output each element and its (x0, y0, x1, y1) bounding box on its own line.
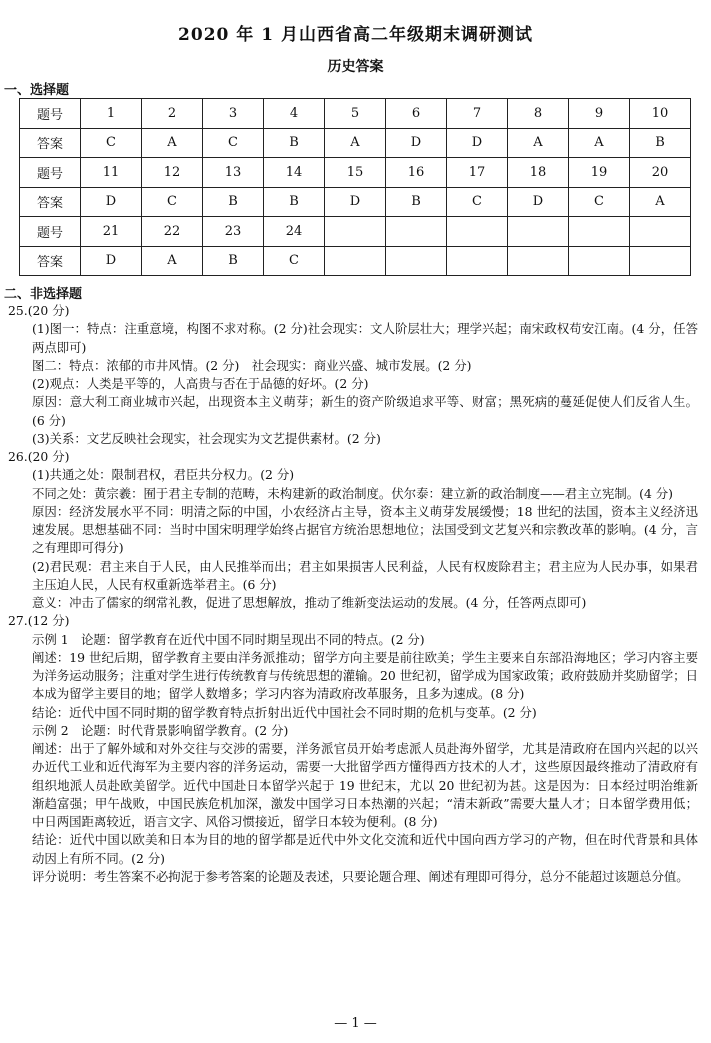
answer-cell: C (81, 128, 142, 158)
question-number-cell (508, 217, 569, 247)
answer-paragraph: (1)图一：特点：注重意境，构图不求对称。(2 分)社会现实：文人阶层壮大；理学兴起；南宋政权苟安江南。(4 分，任答两点即可) (32, 321, 698, 355)
answer-cell: A (630, 187, 691, 217)
question-number-cell: 3 (203, 99, 264, 129)
answer-cell: D (325, 187, 386, 217)
answer-paragraph: 示例 1 论题：留学教育在近代中国不同时期呈现出不同的特点。(2 分) (32, 631, 425, 647)
question-heading: 26.(20 分) (8, 449, 70, 464)
row-label-question: 题号 (20, 217, 81, 247)
answer-cell: D (81, 187, 142, 217)
answer-cell: D (81, 246, 142, 276)
row-label-answer: 答案 (20, 128, 81, 158)
answer-paragraph: 意义：冲击了儒家的纲常礼教，促进了思想解放，推动了维新变法运动的发展。(4 分，任答两点即可) (32, 595, 587, 610)
answer-cell: C (142, 187, 203, 217)
page-subtitle: 历史答案 (327, 59, 384, 75)
question-number-cell: 7 (447, 99, 508, 129)
answer-cell: B (203, 246, 264, 276)
answer-cell: B (264, 187, 325, 217)
answer-paragraph: (1)共通之处：限制君权，君臣共分权力。(2 分) (32, 467, 295, 483)
question-number-cell: 11 (81, 158, 142, 188)
answer-cell: B (386, 187, 447, 217)
section-heading-nonchoice: 二、非选择题 (4, 287, 83, 302)
row-label-answer: 答案 (20, 246, 81, 276)
answer-paragraph: 阐述：19 世纪后期，留学教育主要由洋务派推动；留学方向主要是前往欧美；学生主要来自东部沿海地区；学习内容主要为洋务运动服务；注重对学生进行传统教育与传统思想的灌输。20 世纪初，留学成为国家政策；政府鼓励并奖励留学；日本成为留学主要目的地；留学人数增多；学习内容为清政府改革服务，且多为速成。(8 分) (32, 649, 698, 702)
answer-cell: A (508, 128, 569, 158)
question-number-cell: 18 (508, 158, 569, 188)
answer-cell: B (630, 128, 691, 158)
answer-cell: A (325, 128, 386, 158)
answer-cell: A (142, 246, 203, 276)
answer-cell: C (569, 187, 630, 217)
answer-cell: A (569, 128, 630, 158)
answer-paragraph: 结论：近代中国不同时期的留学教育特点折射出近代中国社会不同时期的危机与变革。(2 分) (32, 704, 537, 720)
question-number-cell: 8 (508, 99, 569, 129)
answer-paragraph: 结论：近代中国以欧美和日本为目的地的留学都是近代中外文化交流和近代中国向西方学习的产物，但在时代背景和具体动因上有所不同。(2 分) (32, 832, 698, 866)
answer-paragraph: 原因：意大利工商业城市兴起，出现资本主义萌芽；新生的资产阶级追求平等、财富；黑死病的蔓延促使人们反省人生。(6 分) (32, 394, 698, 428)
answer-cell: C (447, 187, 508, 217)
answer-cell: D (508, 187, 569, 217)
question-heading: 25.(20 分) (8, 303, 70, 318)
answer-row (20, 187, 691, 217)
section-heading-choice: 一、选择题 (4, 83, 70, 98)
question-number-cell: 24 (264, 217, 325, 247)
answer-paragraph: 阐述：出于了解外域和对外交往与交涉的需要，洋务派官员开始考虑派人员赴海外留学，尤其是清政府在国内兴起的以兴办近代工业和近代海军为主要内容的洋务运动，需要一大批留学西方懂得西方技术的人才，这些原因最终推动了清政府有组织地派人员赴欧美留学。近代中国赴日本留学兴起于 19 世纪末，尤以 20 世纪初为甚。这是因为：日本经过明治维新渐趋富强；甲午战败，中国民族危机加深，激发中国学习日本热潮的兴起；“清末新政”需要大量人才；日本留学费用低；中日两国距离较近，语言文字、风俗习惯接近，留学日本较为便利。(8 分) (32, 741, 698, 829)
question-number-cell: 10 (630, 99, 691, 129)
answer-cell: B (203, 187, 264, 217)
question-number-cell: 21 (81, 217, 142, 247)
page-title: 2020 年 1 月山西省高二年级期末调研测试 (178, 25, 533, 45)
question-number-cell: 14 (264, 158, 325, 188)
answer-paragraph: 示例 2 论题：时代背景影响留学教育。(2 分) (32, 722, 289, 738)
question-number-cell: 1 (81, 99, 142, 129)
answer-cell: C (264, 246, 325, 276)
question-number-cell: 12 (142, 158, 203, 188)
answer-paragraph: 评分说明：考生答案不必拘泥于参考答案的论题及表述，只要论题合理、阐述有理即可得分，总分不能超过该题总分值。 (32, 868, 689, 884)
answer-cell: A (142, 128, 203, 158)
answer-cell (325, 246, 386, 276)
question-number-cell: 2 (142, 99, 203, 129)
answer-paragraph: 图二：特点：浓郁的市井风情。(2 分) 社会现实：商业兴盛、城市发展。(2 分) (32, 357, 472, 373)
question-number-row (20, 158, 691, 188)
answer-cell (447, 246, 508, 276)
question-number-cell (447, 217, 508, 247)
question-number-cell: 5 (325, 99, 386, 129)
answer-cell: C (203, 128, 264, 158)
question-number-row (20, 99, 691, 129)
answer-paragraph: (2)君民观：君主来自于人民，由人民推举而出；君主如果损害人民利益，人民有权废除君主；君主应为人民办事，如果君主压迫人民，人民有权重新选举君主。(6 分) (32, 558, 698, 592)
answer-row (20, 246, 691, 276)
question-number-cell (630, 217, 691, 247)
answer-cell (386, 246, 447, 276)
question-number-cell: 22 (142, 217, 203, 247)
question-number-cell: 13 (203, 158, 264, 188)
answer-cell (569, 246, 630, 276)
question-heading: 27.(12 分) (8, 613, 70, 629)
row-label-question: 题号 (20, 158, 81, 188)
row-label-answer: 答案 (20, 187, 81, 217)
page-number: — 1 — (334, 1016, 377, 1031)
answer-cell: D (386, 128, 447, 158)
question-number-cell (386, 217, 447, 247)
answer-cell (508, 246, 569, 276)
question-number-cell: 16 (386, 158, 447, 188)
answer-cell: D (447, 128, 508, 158)
answer-body (8, 302, 698, 886)
question-number-cell (569, 217, 630, 247)
row-label-question: 题号 (20, 99, 81, 129)
question-number-cell: 19 (569, 158, 630, 188)
question-number-cell: 20 (630, 158, 691, 188)
question-number-cell: 9 (569, 99, 630, 129)
answer-paragraph: 不同之处：黄宗羲：囿于君主专制的范畴，未构建新的政治制度。伏尔泰：建立新的政治制度——君主立宪制。(4 分) (32, 485, 674, 501)
question-number-cell: 17 (447, 158, 508, 188)
answer-cell (630, 246, 691, 276)
question-number-cell: 4 (264, 99, 325, 129)
answer-table (19, 98, 691, 276)
answer-row (20, 128, 691, 158)
answer-cell: B (264, 128, 325, 158)
question-number-cell: 15 (325, 158, 386, 188)
question-number-cell (325, 217, 386, 247)
answer-paragraph: 原因：经济发展水平不同：明清之际的中国，小农经济占主导，资本主义萌芽发展缓慢；18 世纪的法国，资本主义经济迅速发展。思想基础不同：当时中国宋明理学始终占据官方统治思想地位；法国受到文艺复兴和宗教改革的影响。(4 分，言之有理即可得分) (32, 503, 698, 556)
answer-paragraph: (3)关系：文艺反映社会现实，社会现实为文艺提供素材。(2 分) (32, 430, 381, 446)
question-number-row (20, 217, 691, 247)
question-number-cell: 23 (203, 217, 264, 247)
question-number-cell: 6 (386, 99, 447, 129)
answer-paragraph: (2)观点：人类是平等的，人高贵与否在于品德的好坏。(2 分) (32, 376, 369, 391)
